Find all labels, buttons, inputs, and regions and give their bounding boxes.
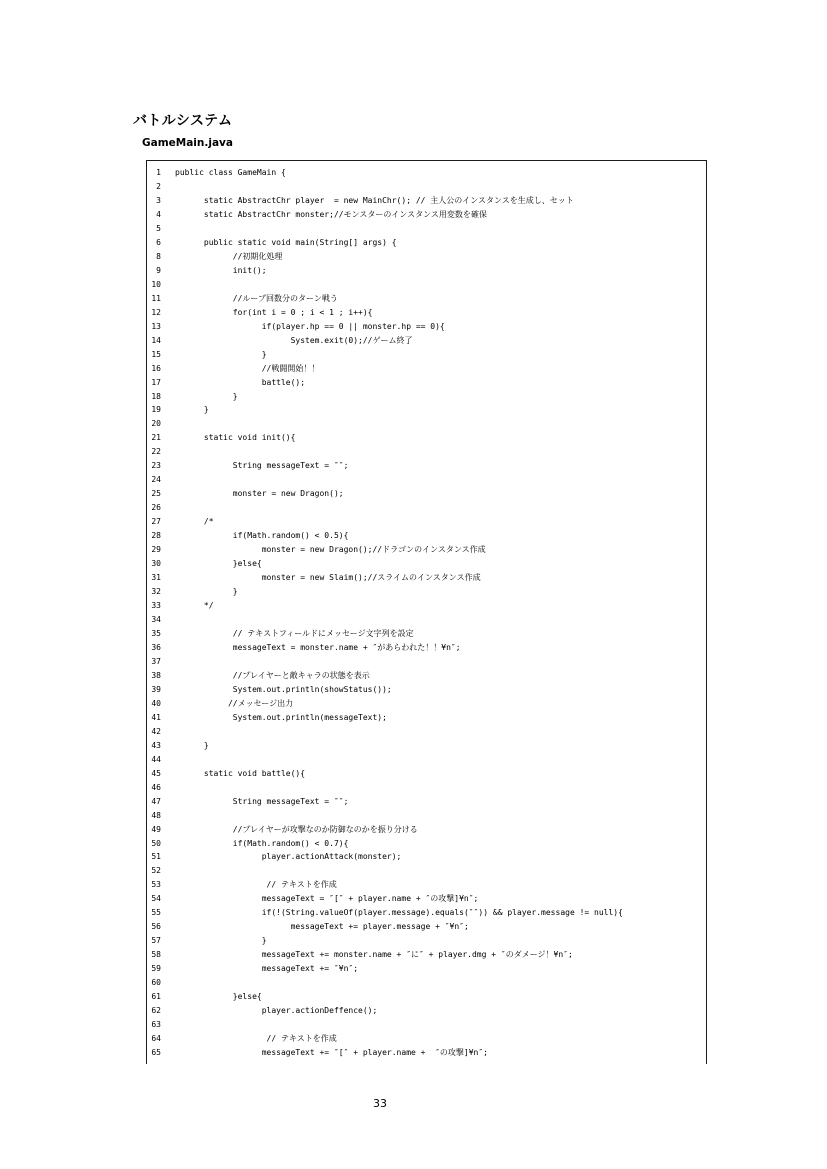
code-line xyxy=(147,278,706,292)
code-text: String messageText = ″″; xyxy=(175,796,349,806)
line-number: 2 xyxy=(156,181,161,191)
code-text: if(Math.random() < 0.5){ xyxy=(175,531,349,541)
line-number: 47 xyxy=(151,796,161,806)
code-line xyxy=(147,599,706,613)
code-line xyxy=(147,515,706,529)
code-line xyxy=(147,1046,706,1060)
line-number: 56 xyxy=(151,922,161,932)
line-number: 46 xyxy=(151,782,161,792)
code-line xyxy=(147,962,706,976)
code-text: System.out.println(messageText); xyxy=(175,712,387,722)
code-line xyxy=(147,850,706,864)
line-number: 37 xyxy=(151,656,161,666)
line-number: 6 xyxy=(156,237,161,247)
line-number: 26 xyxy=(151,503,161,513)
code-line xyxy=(147,683,706,697)
code-line xyxy=(147,459,706,473)
line-number: 25 xyxy=(151,489,161,499)
code-text: messageText += ″[″ + player.name + ″の攻撃]¥n″; xyxy=(175,1048,488,1058)
code-text: //メッセージ出力 xyxy=(175,698,294,708)
code-line xyxy=(147,934,706,948)
code-text: System.exit(0);//ゲーム終了 xyxy=(175,335,413,345)
line-number: 51 xyxy=(151,852,161,862)
code-line xyxy=(147,990,706,1004)
code-text: //初期化処理 xyxy=(175,251,283,261)
code-line xyxy=(147,222,706,236)
code-line xyxy=(147,543,706,557)
line-number: 13 xyxy=(151,321,161,331)
code-line xyxy=(147,864,706,878)
code-line xyxy=(147,390,706,404)
code-text: static void init(){ xyxy=(175,433,296,443)
code-line xyxy=(147,445,706,459)
code-line xyxy=(147,1004,706,1018)
line-number: 31 xyxy=(151,573,161,583)
code-line xyxy=(147,948,706,962)
line-number: 17 xyxy=(151,377,161,387)
code-text: if(player.hp == 0 || monster.hp == 0){ xyxy=(175,321,445,331)
code-line xyxy=(147,878,706,892)
code-line xyxy=(147,585,706,599)
code-text: } xyxy=(175,740,209,750)
code-text: //プレイヤーが攻撃なのか防御なのかを振り分ける xyxy=(175,824,418,834)
code-line xyxy=(147,264,706,278)
line-number: 41 xyxy=(151,712,161,722)
line-number: 4 xyxy=(156,209,161,219)
code-line xyxy=(147,837,706,851)
code-line xyxy=(147,892,706,906)
code-line xyxy=(147,487,706,501)
line-number: 23 xyxy=(151,461,161,471)
code-line xyxy=(147,739,706,753)
code-line xyxy=(147,1018,706,1032)
line-number: 38 xyxy=(151,670,161,680)
line-number: 33 xyxy=(151,601,161,611)
code-text: // テキストフィールドにメッセージ文字列を設定 xyxy=(175,628,414,638)
line-number: 27 xyxy=(151,517,161,527)
code-text: */ xyxy=(175,601,214,611)
code-text: //プレイヤーと敵キャラの状態を表示 xyxy=(175,670,370,680)
line-number: 59 xyxy=(151,964,161,974)
line-number: 60 xyxy=(151,978,161,988)
line-number: 24 xyxy=(151,475,161,485)
code-line xyxy=(147,809,706,823)
line-number: 55 xyxy=(151,908,161,918)
code-line xyxy=(147,655,706,669)
code-line xyxy=(147,669,706,683)
line-number: 50 xyxy=(151,838,161,848)
code-line xyxy=(147,376,706,390)
line-number: 54 xyxy=(151,894,161,904)
code-text: monster = new Slaim();//スライムのインスタンス作成 xyxy=(175,573,481,583)
code-text: init(); xyxy=(175,265,267,275)
code-line xyxy=(147,334,706,348)
code-line xyxy=(147,725,706,739)
line-number: 35 xyxy=(151,628,161,638)
code-line xyxy=(147,613,706,627)
code-line xyxy=(147,767,706,781)
line-number: 30 xyxy=(151,559,161,569)
line-number: 43 xyxy=(151,740,161,750)
code-line xyxy=(147,795,706,809)
code-text: player.actionDeffence(); xyxy=(175,1006,378,1016)
code-text: messageText += player.message + ″¥n″; xyxy=(175,922,469,932)
code-text: if(!(String.valueOf(player.message).equals(″″)) && player.message != null){ xyxy=(175,908,623,918)
line-number: 10 xyxy=(151,279,161,289)
code-line xyxy=(147,711,706,725)
line-number: 57 xyxy=(151,936,161,946)
code-text: //ループ回数分のターン戦う xyxy=(175,293,338,303)
code-text: monster = new Dragon(); xyxy=(175,489,344,499)
line-number: 3 xyxy=(156,195,161,205)
code-text: static AbstractChr monster;//モンスターのインスタンス用変数を確保 xyxy=(175,209,487,219)
line-number: 36 xyxy=(151,642,161,652)
line-number: 62 xyxy=(151,1006,161,1016)
code-line xyxy=(147,292,706,306)
code-line xyxy=(147,529,706,543)
code-line xyxy=(147,306,706,320)
line-number: 53 xyxy=(151,880,161,890)
code-text: }else{ xyxy=(175,992,262,1002)
line-number: 34 xyxy=(151,615,161,624)
code-line xyxy=(147,1032,706,1046)
code-text: messageText = ″[″ + player.name + ″の攻撃]¥n″; xyxy=(175,894,479,904)
code-text: String messageText = ″″; xyxy=(175,461,349,471)
code-text: //戦闘開始！！ xyxy=(175,363,320,373)
code-line xyxy=(147,362,706,376)
line-number: 19 xyxy=(151,405,161,415)
code-line xyxy=(147,501,706,515)
code-text: } xyxy=(175,587,238,597)
code-text: messageText += ″¥n″; xyxy=(175,964,359,974)
line-number: 15 xyxy=(151,349,161,359)
code-line xyxy=(147,194,706,208)
line-number: 45 xyxy=(151,768,161,778)
line-number: 21 xyxy=(151,433,161,443)
line-number: 42 xyxy=(151,726,161,736)
line-number: 63 xyxy=(151,1020,161,1030)
code-line xyxy=(147,753,706,767)
code-text: for(int i = 0 ; i < 1 ; i++){ xyxy=(175,307,373,317)
code-line xyxy=(147,417,706,431)
code-text: } xyxy=(175,936,267,946)
code-line xyxy=(147,236,706,250)
code-line xyxy=(147,641,706,655)
line-number: 22 xyxy=(151,447,161,457)
code-line xyxy=(147,627,706,641)
code-text: } xyxy=(175,391,238,401)
line-number: 18 xyxy=(151,391,161,401)
code-text: } xyxy=(175,349,267,359)
line-number: 32 xyxy=(151,587,161,597)
code-listing-box xyxy=(146,160,707,1064)
line-number: 48 xyxy=(151,810,161,820)
line-number: 11 xyxy=(151,293,161,303)
code-text: monster = new Dragon();//ドラゴンのインスタンス作成 xyxy=(175,545,486,555)
code-line xyxy=(147,180,706,194)
code-text: player.actionAttack(monster); xyxy=(175,852,402,862)
page-number: 33 xyxy=(373,1097,387,1110)
code-line xyxy=(147,403,706,417)
code-line xyxy=(147,250,706,264)
code-line xyxy=(147,208,706,222)
code-text: /* xyxy=(175,517,214,527)
section-title: バトルシステム xyxy=(133,113,233,129)
code-line xyxy=(147,906,706,920)
line-number: 1 xyxy=(156,168,161,177)
line-number: 64 xyxy=(151,1034,161,1044)
line-number: 16 xyxy=(151,363,161,373)
code-line xyxy=(147,557,706,571)
code-line xyxy=(147,697,706,711)
line-number: 44 xyxy=(151,754,161,764)
line-number: 39 xyxy=(151,684,161,694)
code-line xyxy=(147,166,706,180)
line-number: 9 xyxy=(156,265,161,275)
code-line xyxy=(147,920,706,934)
code-text: }else{ xyxy=(175,559,262,569)
line-number: 20 xyxy=(151,419,161,429)
line-number: 8 xyxy=(156,251,161,261)
line-number: 61 xyxy=(151,992,161,1002)
code-text: public static void main(String[] args) { xyxy=(175,237,397,247)
code-text: messageText = monster.name + ″があらわれた！！¥n″; xyxy=(175,642,461,652)
line-number: 49 xyxy=(151,824,161,834)
code-text: battle(); xyxy=(175,377,306,387)
code-line xyxy=(147,431,706,445)
line-number: 14 xyxy=(151,335,161,345)
code-text: // テキストを作成 xyxy=(175,880,337,890)
line-number: 5 xyxy=(156,223,161,233)
code-line xyxy=(147,473,706,487)
code-line xyxy=(147,781,706,795)
code-text: // テキストを作成 xyxy=(175,1034,337,1044)
line-number: 65 xyxy=(151,1048,161,1058)
line-number: 40 xyxy=(151,698,161,708)
code-text: } xyxy=(175,405,209,415)
code-text: public class GameMain { xyxy=(175,168,286,177)
line-number: 52 xyxy=(151,866,161,876)
code-text: if(Math.random() < 0.7){ xyxy=(175,838,349,848)
code-line xyxy=(147,976,706,990)
file-name-label: GameMain.java xyxy=(142,137,233,149)
code-text: System.out.println(showStatus()); xyxy=(175,684,392,694)
code-text: static void battle(){ xyxy=(175,768,306,778)
line-number: 12 xyxy=(151,307,161,317)
code-text: messageText += monster.name + ″に″ + player.dmg + ″のダメージ！¥n″; xyxy=(175,950,573,960)
code-line xyxy=(147,320,706,334)
code-text: static AbstractChr player = new MainChr(); // 主人公のインスタンスを生成し、セット xyxy=(175,195,574,205)
code-line xyxy=(147,571,706,585)
line-number: 28 xyxy=(151,531,161,541)
line-number: 29 xyxy=(151,545,161,555)
code-line xyxy=(147,823,706,837)
code-line xyxy=(147,348,706,362)
line-number: 58 xyxy=(151,950,161,960)
